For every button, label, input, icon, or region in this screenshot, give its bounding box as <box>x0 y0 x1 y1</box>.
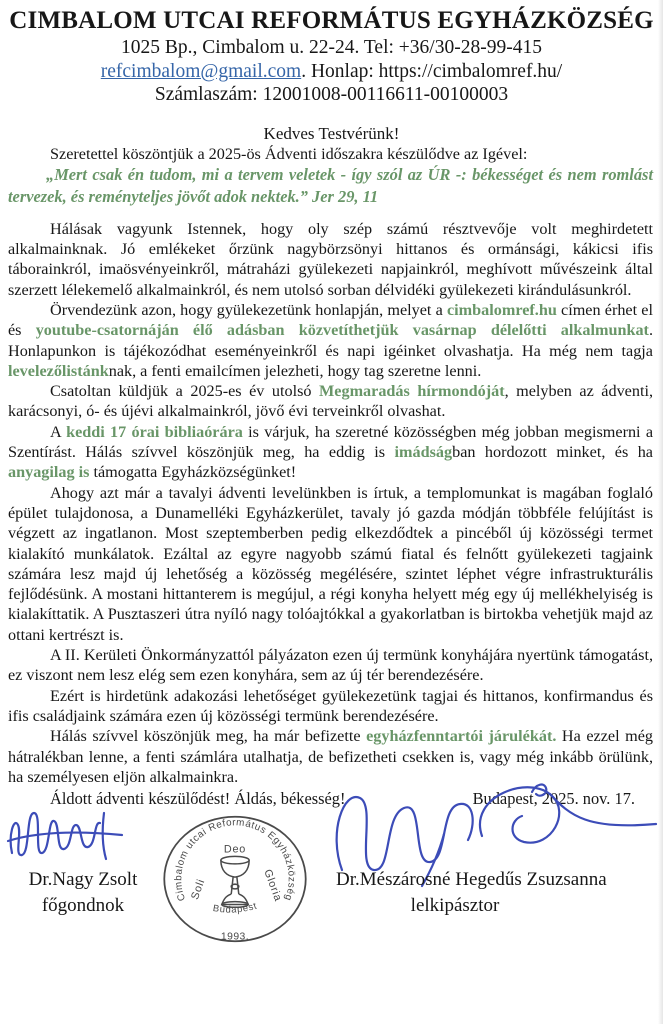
stamp-year-text: 1993. <box>220 931 250 943</box>
body-text: Csatoltan küldjük a 2025-es év utolsó <box>50 382 320 401</box>
highlighted-text: egyházfenntartói járulékát. <box>366 727 557 746</box>
farewell-text: Áldott ádventi készülődést! Áldás, békesség! <box>50 789 346 809</box>
paragraph-6 <box>8 645 653 686</box>
paragraph-4 <box>8 422 653 483</box>
body-text: . Honlapunkon is tájékozódhat eseményeinkről és napi igéinket olvashatja. Ha még nem tagja <box>8 321 653 360</box>
stamp-ring-text: Cimbalom utcai Református Egyházközség <box>173 817 297 903</box>
body-text: Ahogy azt már a tavalyi ádventi levelünkben is írtuk, a templomunkat is magában foglaló épület tulajdonosa, a Dunamelléki Egyházkerület, tavaly jó gazda módján többféle felújítást is végzett az ingatlanon. Most szeptemberben pedig elkezdődtek a pincéből új közösségi termet kialakító munkálatok. Ezáltal az egyre nagyobb számú fiatal és felnőtt gyülekezeti tagjaink számára lesz majd új lehetőség a közösség megélésére, szintet léphet végre infrastrukturális fejlődésünk. A mostani hittanterem is megújul, a régi konyha helyett még egy új mellékhelyiség is kialakíttatik. A Pusztaszeri útra nyíló nagy tolóajtókkal a gyakorlatban is birtokba vehetjük majd az ottani kertrészt is. <box>8 483 653 644</box>
contact-line <box>0 60 663 84</box>
highlighted-text: anyagilag is <box>8 463 90 482</box>
homepage-text: . Honlap: https://cimbalomref.hu/ <box>301 60 563 82</box>
org-name: CIMBALOM UTCAI REFORMÁTUS EGYHÁZKÖZSÉG <box>9 7 654 34</box>
body-text: nak, a fenti emailcímen jelezheti, hogy tag szeretne lenni. <box>108 361 482 380</box>
body-text: is várjuk, ha szeretné közösségben még jobban megismerni a Szentírást. Hálás szívvel köszönjük meg, ha eddig is <box>8 422 653 462</box>
stamp-deo-text: Deo <box>223 843 247 856</box>
letterhead <box>0 0 663 107</box>
pastor-role: lelkipásztor <box>410 895 500 917</box>
email-link: refcimbalom@gmail.com <box>100 60 302 82</box>
paragraph-5 <box>8 483 653 645</box>
body-text: támogatta Egyházközségünket! <box>89 463 297 482</box>
body-text: , melyben az ádventi, karácsonyi, ó- és újévi alkalmainkról, jövő évi terveinkről olvashat. <box>8 382 653 421</box>
body-text: Ezért is hirdetünk adakozási lehetőséget gyülekezetünk tagjai és hittanos, konfirmandus és ifis családjaink számára ezen új közösségi termünk berendezésére. <box>8 686 653 725</box>
highlighted-text: Megmaradás hírmondóját <box>319 382 505 401</box>
highlighted-text: keddi 17 órai bibliaórára <box>66 422 243 441</box>
body-text: A II. Kerületi Önkormányzattól pályázaton ezen új termünk konyhájára nyertünk támogatást, ez viszont nem lesz elég sem ezen konyhára, sem az új tér berendezésére. <box>8 646 653 685</box>
curator-name: Dr.Nagy Zsolt <box>28 869 138 891</box>
body-text: Örvendezünk azon, hogy gyülekezetünk honlapján, melyet a <box>50 300 447 319</box>
stamp-gloria-text: Gloria <box>261 867 285 904</box>
intro-line: Szeretettel köszöntjük a 2025-ös Ádventi időszakra készülődve az Igével: <box>50 144 528 163</box>
signature-area <box>0 809 663 945</box>
body-text: Hálásak vagyunk Istennek, hogy oly szép számú résztvevője volt meghirdetett alkalmainknak. Jó emlékeket őrzünk nagybörzsönyi hittanos és ormánsági, kákicsi ifis táborainkról, imaösvényeinkről, mátraházi gyülekezeti napjainkról, meghívott művészeink által szerzett lélekemelő alkalmainkról, és nem utolsó sorban délvidéki gyülekezeti kirándulásunkról. <box>8 219 653 299</box>
body-text: ban hordozott minket, és ha <box>452 443 653 462</box>
scripture-quote: „Mert csak én tudom, mi a tervem veletek - így szól az ÚR -: békességet és nem romlást tervezek, és reményteljes jövőt adok nektek.” Jer 29, 11 <box>8 164 653 206</box>
highlighted-text: levelezőlistánk <box>8 361 109 380</box>
paragraph-3 <box>8 381 653 422</box>
account-number-line: Számlaszám: 12001008-00116611-00100003 <box>154 84 509 105</box>
address-line: 1025 Bp., Cimbalom u. 22-24. Tel: +36/30-28-99-415 <box>121 37 542 58</box>
pastor-name: Dr.Mészárosné Hegedűs Zsuzsanna <box>336 869 607 891</box>
paragraph-1 <box>8 219 653 300</box>
curator-signature <box>4 805 126 867</box>
body-text: Hálás szívvel köszönjük meg, ha már befizette <box>50 727 367 746</box>
greeting: Kedves Testvérünk! <box>263 123 400 143</box>
paragraph-2 <box>8 300 653 381</box>
highlighted-text: imádság <box>394 443 453 462</box>
highlighted-text: cimbalomref.hu <box>446 300 557 319</box>
body-text: címen érhet el és <box>8 300 653 340</box>
letter-body <box>0 144 663 810</box>
chalice-icon <box>221 856 249 907</box>
church-seal-stamp <box>157 813 313 945</box>
highlighted-text: youtube-csatornáján élő adásban közvetíthetjük vasárnap délelőtti alkalmunkat <box>35 321 649 340</box>
curator-role: főgondnok <box>41 895 125 917</box>
body-text: Ha ezzel még hátralékban lenne, a fenti számlára utalhatja, de befizetheti csekken is, vagy még inkább örülünk, ha személyesen eljön alkalmainkra. <box>8 727 653 786</box>
body-text: A <box>50 422 67 441</box>
stamp-soli-text: Soli <box>188 877 208 902</box>
paragraph-7 <box>8 686 653 727</box>
stamp-city-text: Budapest <box>212 899 259 915</box>
date-line: Budapest, 2025. nov. 17. <box>472 789 635 809</box>
